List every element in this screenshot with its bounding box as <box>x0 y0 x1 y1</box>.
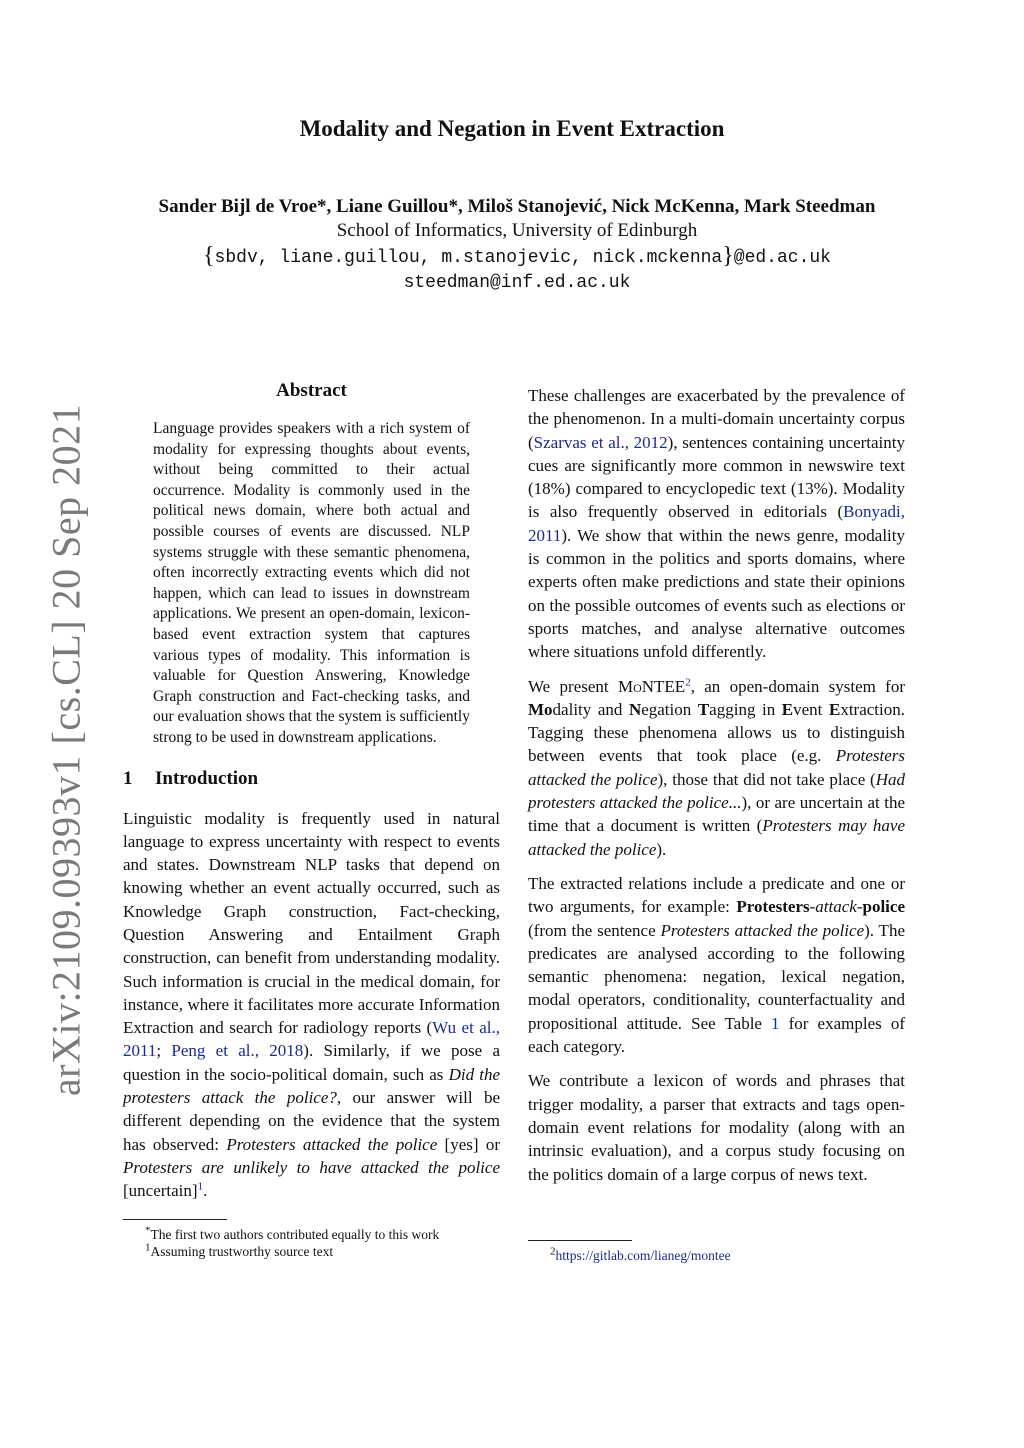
email-line-1: {sbdv, liane.guillou, m.stanojevic, nick.mckenna}@ed.ac.uk <box>203 243 831 269</box>
author-list: Sander Bijl de Vroe*, Liane Guillou*, Miloš Stanojević, Nick McKenna, Mark Steedman <box>158 196 876 217</box>
intro-paragraph: Linguistic modality is frequently used in natural language to express uncertainty with respect to events and states. Downstream NLP tasks that depend on knowing whether an event actually occurred, such as Knowledge Graph construction, Fact-checking, Question Answering and Entailment Graph construction, can benefit from understanding modality. Such information is crucial in the medical domain, for instance, where it facilitates more accurate Information Extraction and search for radiology reports (Wu et al., 2011; Peng et al., 2018). Similarly, if we pose a question in the socio-political domain, such as Did the protesters attack the police?, our answer will be different depending on the evidence that the system has observed: Protesters attacked the police [yes] or Protesters are unlikely to have attacked the police [uncertain]$^1$. <box>123 808 501 1201</box>
right-column <box>528 384 905 1264</box>
footnote-equal-contribution: *The first two authors contributed equally to this work <box>145 1224 440 1242</box>
body-paragraph: We contribute a lexicon of words and phrases that trigger modality, a parser that extracts and tags open-domain event relations for modality (along with an intrinsic evaluation), and a corpus study focusing on the politics domain of a large corpus of news text. <box>528 1071 905 1184</box>
affiliation: School of Informatics, University of Edinburgh <box>336 220 698 241</box>
citation-link[interactable]: Bonyadi, 2011 <box>528 502 905 545</box>
citation-link[interactable]: Peng et al., 2018 <box>171 1041 304 1061</box>
abstract-text: Language provides speakers with a rich system of modality for expressing thoughts about events, without being committed to their actual occurrence. Modality is commonly used in the political news domain, where both actual and possible courses of events are discussed. NLP systems struggle with these semantic phenomena, often incorrectly extracting events which did not happen, which can lead to issues in downstream applications. We present an open-domain, lexicon-based event extraction system that captures various types of modality. This information is valuable for Question Answering, Knowledge Graph construction and Fact-checking tasks, and our evaluation shows that the system is sufficiently strong to be used in downstream applications. <box>153 420 470 746</box>
author-emails <box>0 244 1024 296</box>
body-paragraph: We present MoNTEE$^2$, an open-domain system for Modality and Negation Tagging in Event Extraction. Tagging these phenomena allows us to distinguish between events that took place (e.g. Protesters attacked the police), those that did not take place (Had protesters attacked the police...), or are uncertain at the time that a document is written (Protesters may have attacked the police). <box>528 675 905 859</box>
body-paragraph: The extracted relations include a predicate and one or two arguments, for example: Protesters-attack-police (from the sentence Protesters attacked the police). The predicates are analysed according to the following semantic phenomena: negation, lexical negation, modal operators, conditionality, counterfactuality and propositional attitude. See Table 1 for examples of each category. <box>528 873 905 1057</box>
footnote-rule <box>123 1219 227 1220</box>
arxiv-stamp: arXiv:2109.09393v1 [cs.CL] 20 Sep 2021 <box>43 403 89 1097</box>
paper-title: Modality and Negation in Event Extraction <box>299 116 725 141</box>
footnote-1: $^1$Assuming trustworthy source text <box>145 1241 334 1259</box>
citation-link[interactable]: Szarvas et al., 2012 <box>533 432 668 452</box>
email-line-2: steedman@inf.ed.ac.uk <box>403 273 631 293</box>
body-paragraph: These challenges are exacerbated by the prevalence of the phenomenon. In a multi-domain uncertainty corpus (Szarvas et al., 2012), sentences containing uncertainty cues are significantly more common in newswire text (18%) compared to encyclopedic text (13%). Modality is also frequently observed in editorials (Bonyadi, 2011). We show that within the news genre, modality is common in the politics and sports domains, where experts often make predictions and state their opinions on the possible outcomes of events such as elections or sports matches, and analyse alternative outcomes where situations unfold differently. <box>528 386 906 662</box>
system-name: MoNTEE <box>617 676 686 696</box>
left-column <box>123 380 500 1260</box>
footnote-mark[interactable]: 2 <box>685 675 691 688</box>
section-heading-introduction: 1 Introduction <box>123 767 259 789</box>
table-reference-link[interactable]: 1 <box>771 1013 780 1033</box>
repository-link[interactable]: https://gitlab.com/lianeg/montee <box>555 1247 731 1263</box>
footnote-2: $^2$https://gitlab.com/lianeg/montee <box>550 1245 731 1263</box>
footnote-rule <box>528 1240 632 1241</box>
abstract-heading: Abstract <box>276 380 347 401</box>
footnote-mark[interactable]: 1 <box>197 1180 204 1193</box>
citation-link[interactable]: Wu et al., 2011 <box>123 1018 501 1061</box>
